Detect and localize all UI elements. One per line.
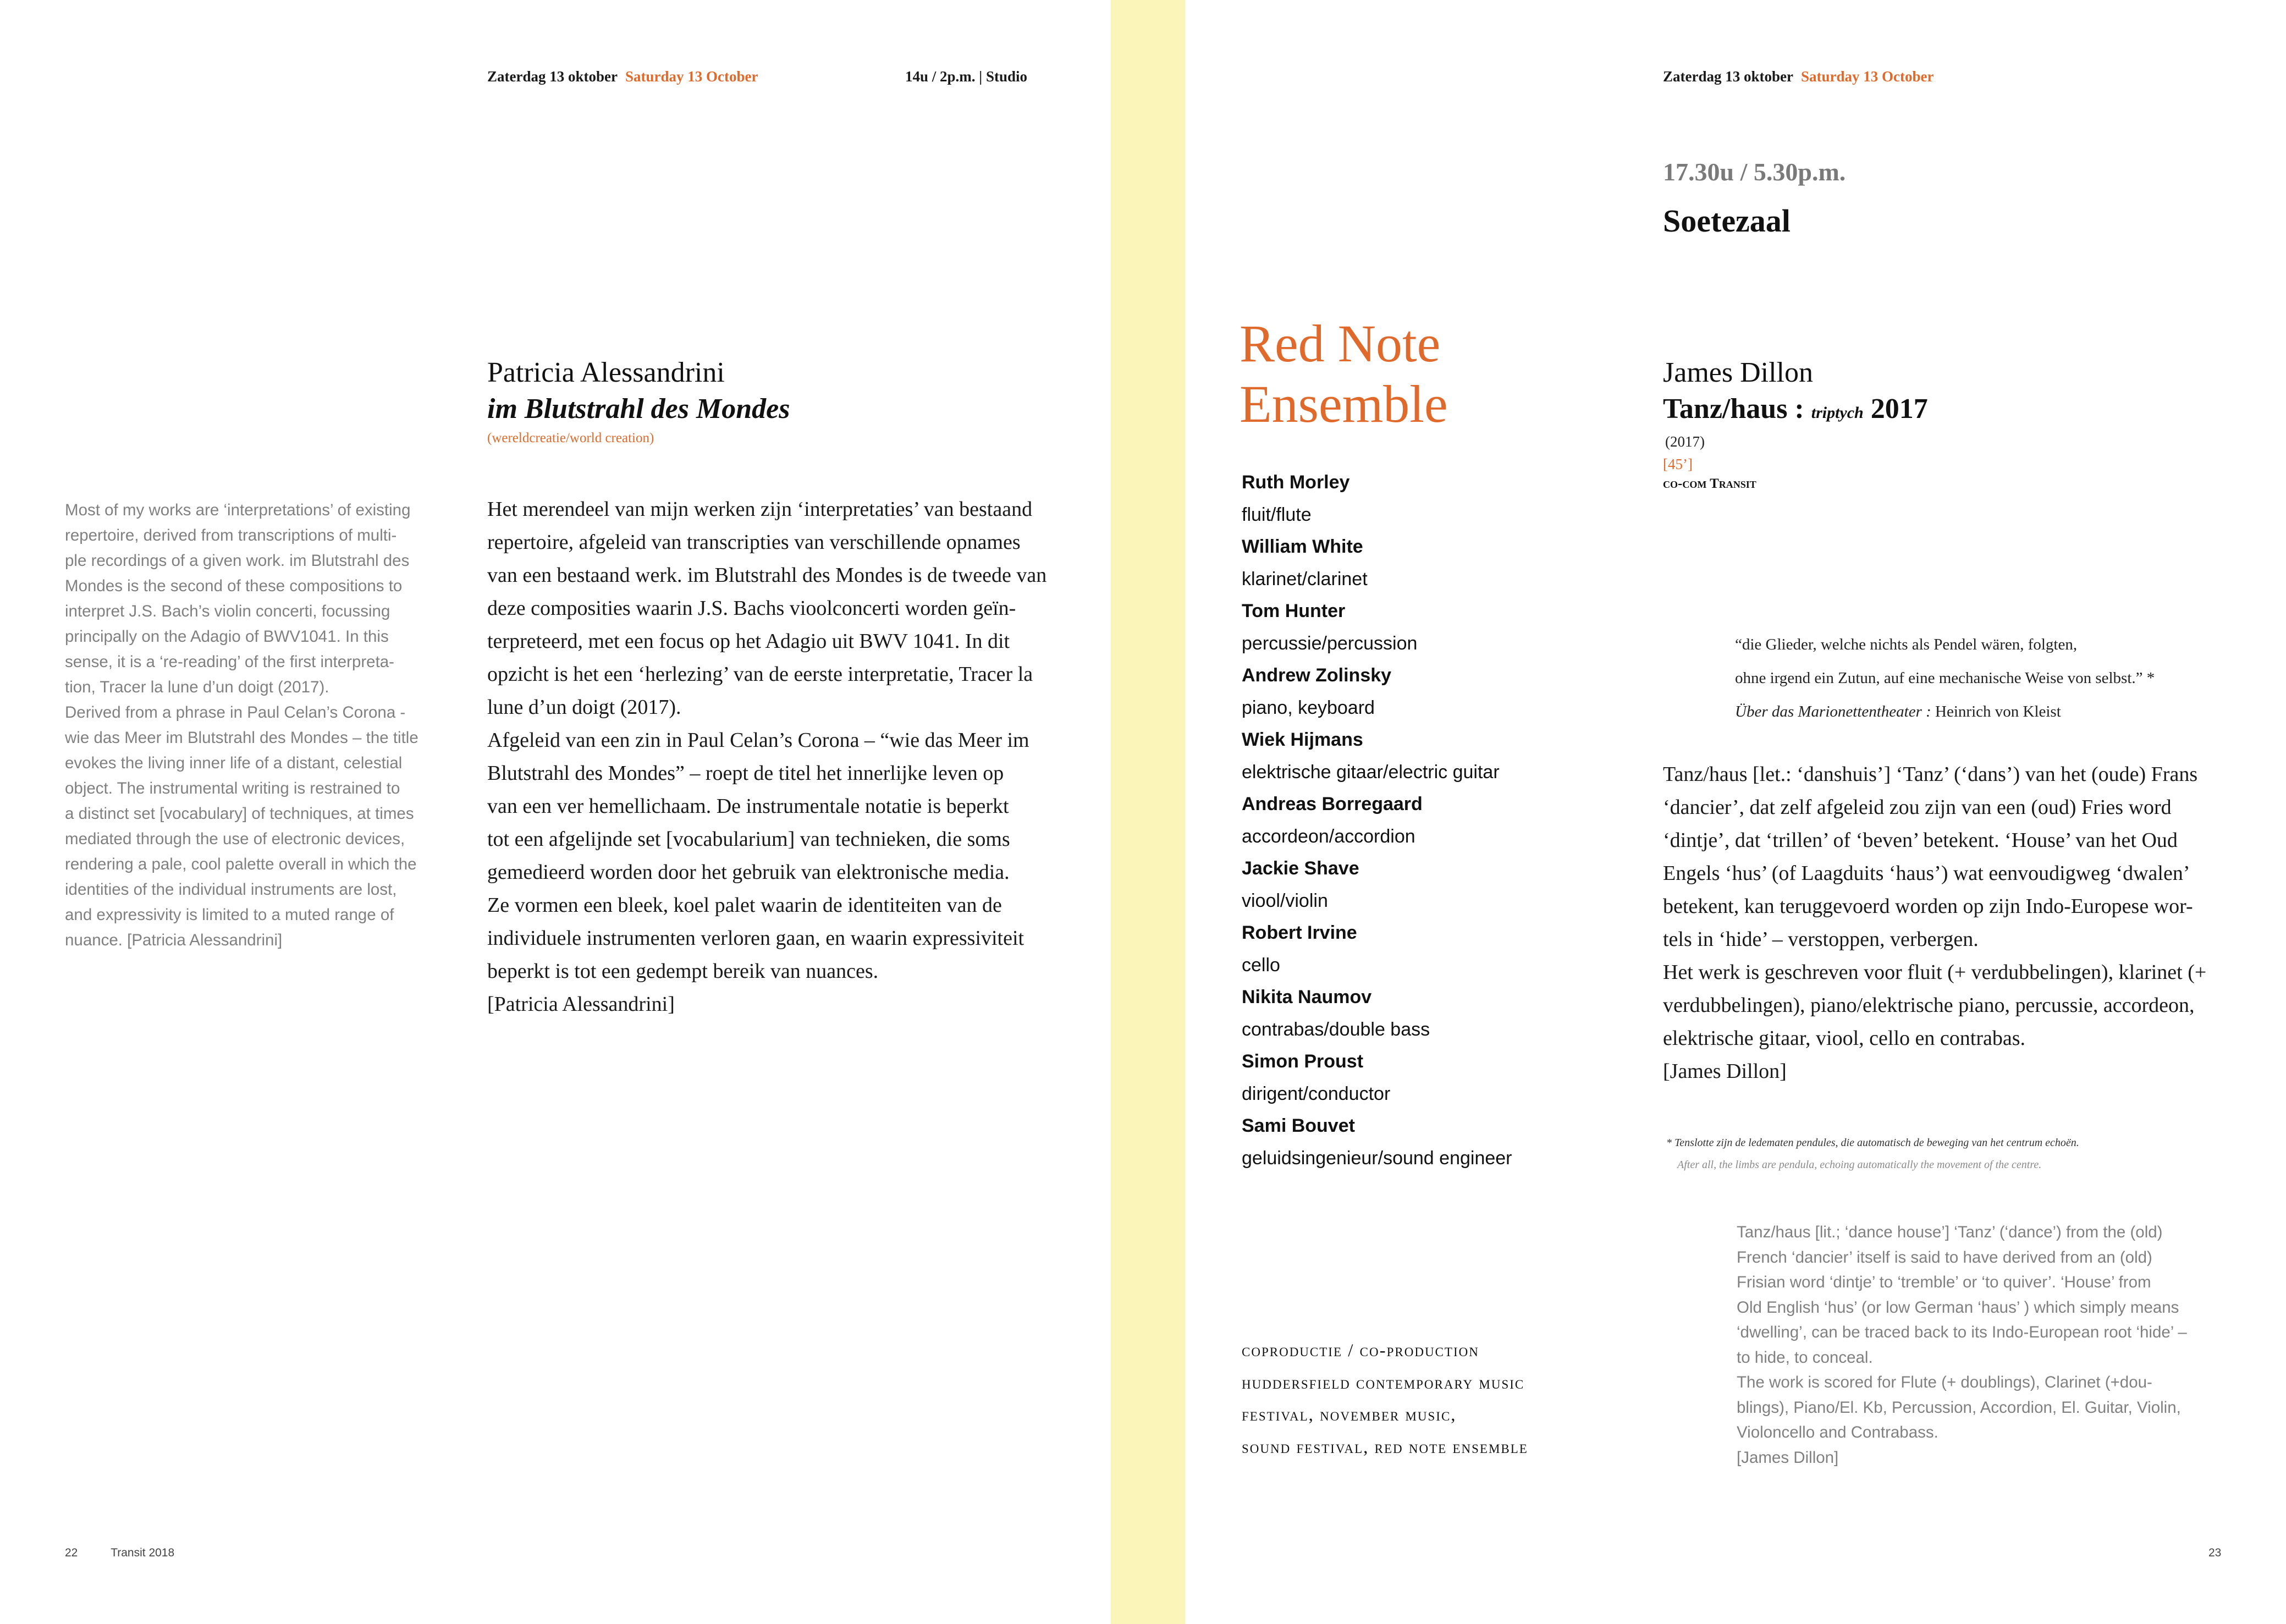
center-gutter-band bbox=[1111, 0, 1185, 1624]
text-line: coproductie / co-production bbox=[1242, 1341, 1479, 1361]
quote-source-author: Heinrich von Kleist bbox=[1931, 703, 2061, 720]
text-line: Old English ‘hus’ (or low German ‘haus’ ) which simply means bbox=[1737, 1298, 2179, 1317]
duration: [45’] bbox=[1663, 456, 1693, 472]
text-line: French ‘dancier’ itself is said to have derived from an (old) bbox=[1737, 1248, 2152, 1267]
text-line: Het merendeel van mijn werken zijn ‘interpretaties’ van bestaand bbox=[487, 498, 1033, 521]
footnote-english: After all, the limbs are pendula, echoing automatically the movement of the centre. bbox=[1677, 1159, 2042, 1171]
text-line: Tanz/haus [lit.; ‘dance house’] ‘Tanz’ (‘dance’) from the (old) bbox=[1737, 1223, 2163, 1241]
performer-name: Ruth Morley bbox=[1242, 472, 1350, 493]
text-line: object. The instrumental writing is restrained to bbox=[65, 779, 400, 797]
coproduction-credits bbox=[1242, 1335, 1528, 1463]
text-line: and expressivity is limited to a muted range of bbox=[65, 906, 394, 924]
page-number: 22 bbox=[65, 1546, 78, 1559]
text-line: principally on the Adagio of BWV1041. In this bbox=[65, 627, 389, 646]
composer-name: James Dillon bbox=[1663, 357, 1813, 388]
text-line: elektrische gitaar, viool, cello en contrabas. bbox=[1663, 1027, 2025, 1050]
event-time: 17.30u / 5.30p.m. bbox=[1663, 158, 1846, 186]
composer-name: Patricia Alessandrini bbox=[487, 357, 725, 388]
header-date-nl: Zaterdag 13 oktober bbox=[487, 68, 618, 85]
right-page-number: 23 bbox=[2208, 1546, 2222, 1559]
text-line: Engels ‘hus’ (of Laagduits ‘haus’) wat eenvoudigweg ‘dwalen’ bbox=[1663, 862, 2190, 885]
text-line: individuele instrumenten verloren gaan, en waarin expressiviteit bbox=[487, 927, 1024, 950]
ensemble-name-line: Red Note bbox=[1240, 314, 1441, 373]
text-line: rendering a pale, cool palette overall in which the bbox=[65, 855, 417, 873]
right-title-block bbox=[1663, 355, 1928, 492]
performer-role: contrabas/double bass bbox=[1242, 1019, 1430, 1040]
text-line: sense, it is a ‘re-reading’ of the first interpreta- bbox=[65, 653, 395, 671]
text-line: huddersfield contemporary music bbox=[1242, 1373, 1525, 1393]
left-header-date bbox=[487, 68, 758, 85]
performer-role: percussie/percussion bbox=[1242, 632, 1418, 654]
performer-role: piano, keyboard bbox=[1242, 697, 1375, 718]
text-line: festival, november music, bbox=[1242, 1405, 1457, 1425]
commission: co-com Transit bbox=[1663, 476, 1756, 491]
header-date-nl: Zaterdag 13 oktober bbox=[1663, 68, 1793, 85]
text-line: Violoncello and Contrabass. bbox=[1737, 1423, 1938, 1441]
right-header-date bbox=[1663, 68, 1934, 85]
right-body-dutch bbox=[1663, 758, 2257, 1088]
performer-role: klarinet/clarinet bbox=[1242, 568, 1368, 590]
text-line: terpreteerd, met een focus op het Adagio uit BWV 1041. In dit bbox=[487, 630, 1010, 653]
creation-note: (wereldcreatie/world creation) bbox=[487, 431, 654, 445]
quote-source bbox=[1735, 695, 2155, 729]
text-line: lune d’un doigt (2017). bbox=[487, 696, 681, 719]
text-line: mediated through the use of electronic devices, bbox=[65, 830, 405, 848]
text-line: van een ver hemellichaam. De instrumentale notatie is beperkt bbox=[487, 795, 1009, 818]
text-line: [James Dillon] bbox=[1737, 1448, 1839, 1467]
text-line: tels in ‘hide’ – verstoppen, verbergen. bbox=[1663, 928, 1979, 951]
ensemble-name bbox=[1240, 313, 1448, 434]
text-line: Ze vormen een bleek, koel palet waarin de identiteiten van de bbox=[487, 894, 1002, 917]
text-line: beperkt is tot een gedempt bereik van nuances. bbox=[487, 960, 879, 983]
work-title bbox=[1663, 391, 1928, 431]
performer-name: Tom Hunter bbox=[1242, 601, 1346, 621]
text-line: blings), Piano/El. Kb, Percussion, Accordion, El. Guitar, Violin, bbox=[1737, 1398, 2181, 1417]
footnote-dutch: * Tenslotte zijn de ledematen pendules, die automatisch de beweging van het centrum echoën. bbox=[1666, 1137, 2079, 1149]
performer-role: elektrische gitaar/electric guitar bbox=[1242, 761, 1500, 783]
text-line: repertoire, derived from transcriptions of multi- bbox=[65, 526, 397, 544]
right-english-text bbox=[1737, 1220, 2232, 1470]
text-line: to hide, to conceal. bbox=[1737, 1348, 1873, 1367]
text-line: Het werk is geschreven voor fluit (+ verdubbelingen), klarinet (+ bbox=[1663, 961, 2207, 984]
work-title-sub: triptych bbox=[1811, 404, 1864, 422]
header-date-en: Saturday 13 October bbox=[625, 68, 758, 85]
performer-name: Simon Proust bbox=[1242, 1051, 1364, 1072]
left-header-time-venue: 14u / 2p.m. | Studio bbox=[905, 68, 1028, 85]
header-date-en: Saturday 13 October bbox=[1800, 68, 1934, 85]
performer-name: Robert Irvine bbox=[1242, 922, 1357, 943]
text-line: tot een afgelijnde set [vocabularium] van technieken, die soms bbox=[487, 828, 1010, 851]
text-line: verdubbelingen), piano/elektrische piano, percussie, accordeon, bbox=[1663, 994, 2195, 1017]
text-line: gemedieerd worden door het gebruik van elektronische media. bbox=[487, 861, 1010, 884]
performer-name: Nikita Naumov bbox=[1242, 987, 1372, 1008]
text-line: [Patricia Alessandrini] bbox=[487, 993, 675, 1016]
text-line: tion, Tracer la lune d’un doigt (2017). bbox=[65, 678, 329, 696]
performer-name: William White bbox=[1242, 536, 1363, 557]
text-line: Most of my works are ‘interpretations’ of existing bbox=[65, 501, 411, 519]
text-line: Blutstrahl des Mondes” – roept de titel het innerlijke leven op bbox=[487, 762, 1004, 785]
performer-name: Wiek Hijmans bbox=[1242, 729, 1363, 750]
left-body-dutch bbox=[487, 493, 1081, 1021]
performer-name: Andreas Borregaard bbox=[1242, 794, 1423, 814]
margin-english-text bbox=[65, 498, 450, 953]
venue-name: Soetezaal bbox=[1663, 203, 1791, 239]
performer-role: dirigent/conductor bbox=[1242, 1083, 1391, 1104]
text-line: Frisian word ‘dintje’ to ‘tremble’ or ‘to quiver’. ‘House’ from bbox=[1737, 1273, 2151, 1291]
text-line: deze composities waarin J.S. Bachs vioolconcerti worden geïn- bbox=[487, 597, 1016, 620]
text-line: Afgeleid van een zin in Paul Celan’s Corona – “wie das Meer im bbox=[487, 729, 1029, 752]
quote-source-title: Über das Marionettentheater : bbox=[1735, 703, 1931, 720]
text-line: repertoire, afgeleid van transcripties van verschillende opnames bbox=[487, 531, 1021, 554]
text-line: ‘dintje’, dat ‘trillen’ of ‘beven’ betekent. ‘House’ van het Oud bbox=[1663, 829, 2178, 852]
performer-role: viool/violin bbox=[1242, 890, 1328, 911]
performer-role: geluidsingenieur/sound engineer bbox=[1242, 1147, 1512, 1169]
text-line: interpret J.S. Bach’s violin concerti, focussing bbox=[65, 602, 390, 620]
performer-role: fluit/flute bbox=[1242, 504, 1312, 525]
text-line: evokes the living inner life of a distant, celestial bbox=[65, 754, 403, 772]
text-line: The work is scored for Flute (+ doublings), Clarinet (+dou- bbox=[1737, 1373, 2152, 1391]
kleist-quote bbox=[1735, 628, 2155, 729]
text-line: opzicht is het een ‘herlezing’ van de eerste interpretatie, Tracer la bbox=[487, 663, 1033, 686]
performer-name: Andrew Zolinsky bbox=[1242, 665, 1392, 686]
ensemble-name-line: Ensemble bbox=[1240, 375, 1448, 433]
publication-name: Transit 2018 bbox=[111, 1546, 175, 1559]
quote-line: ohne irgend ein Zutun, auf eine mechanische Weise von selbst.” * bbox=[1735, 669, 2155, 687]
year-note: (2017) bbox=[1665, 433, 1705, 450]
performer-list bbox=[1242, 466, 1599, 1174]
work-title-main: Tanz/haus : bbox=[1663, 393, 1811, 425]
performer-role: accordeon/accordion bbox=[1242, 825, 1415, 847]
work-title: im Blutstrahl des Mondes bbox=[487, 393, 790, 425]
performer-name: Sami Bouvet bbox=[1242, 1115, 1355, 1136]
text-line: betekent, kan teruggevoerd worden op zijn Indo-Europese wor- bbox=[1663, 895, 2193, 918]
text-line: a distinct set [vocabulary] of techniques, at times bbox=[65, 805, 414, 823]
performer-name: Jackie Shave bbox=[1242, 858, 1359, 879]
text-line: nuance. [Patricia Alessandrini] bbox=[65, 931, 283, 949]
text-line: Tanz/haus [let.: ‘danshuis’] ‘Tanz’ (‘dans’) van het (oude) Frans bbox=[1663, 763, 2198, 786]
left-footer bbox=[65, 1546, 174, 1560]
text-line: identities of the individual instruments are lost, bbox=[65, 880, 397, 899]
text-line: van een bestaand werk. im Blutstrahl des Mondes is de tweede van bbox=[487, 564, 1047, 587]
performer-role: cello bbox=[1242, 954, 1280, 976]
text-line: ple recordings of a given work. im Blutstrahl des bbox=[65, 552, 410, 570]
text-line: Derived from a phrase in Paul Celan’s Corona - bbox=[65, 703, 406, 722]
text-line: wie das Meer im Blutstrahl des Mondes – the title bbox=[65, 729, 418, 747]
text-line: sound festival, red note ensemble bbox=[1242, 1437, 1528, 1457]
quote-line: “die Glieder, welche nichts als Pendel wären, folgten, bbox=[1735, 636, 2078, 653]
text-line: ‘dwelling’, can be traced back to its Indo-European root ‘hide’ – bbox=[1737, 1323, 2187, 1341]
left-title-block bbox=[487, 355, 790, 446]
text-line: [James Dillon] bbox=[1663, 1060, 1787, 1083]
work-title-year: 2017 bbox=[1863, 393, 1928, 425]
text-line: ‘dancier’, dat zelf afgeleid zou zijn van een (oud) Fries word bbox=[1663, 796, 2172, 819]
text-line: Mondes is the second of these compositions to bbox=[65, 577, 403, 595]
